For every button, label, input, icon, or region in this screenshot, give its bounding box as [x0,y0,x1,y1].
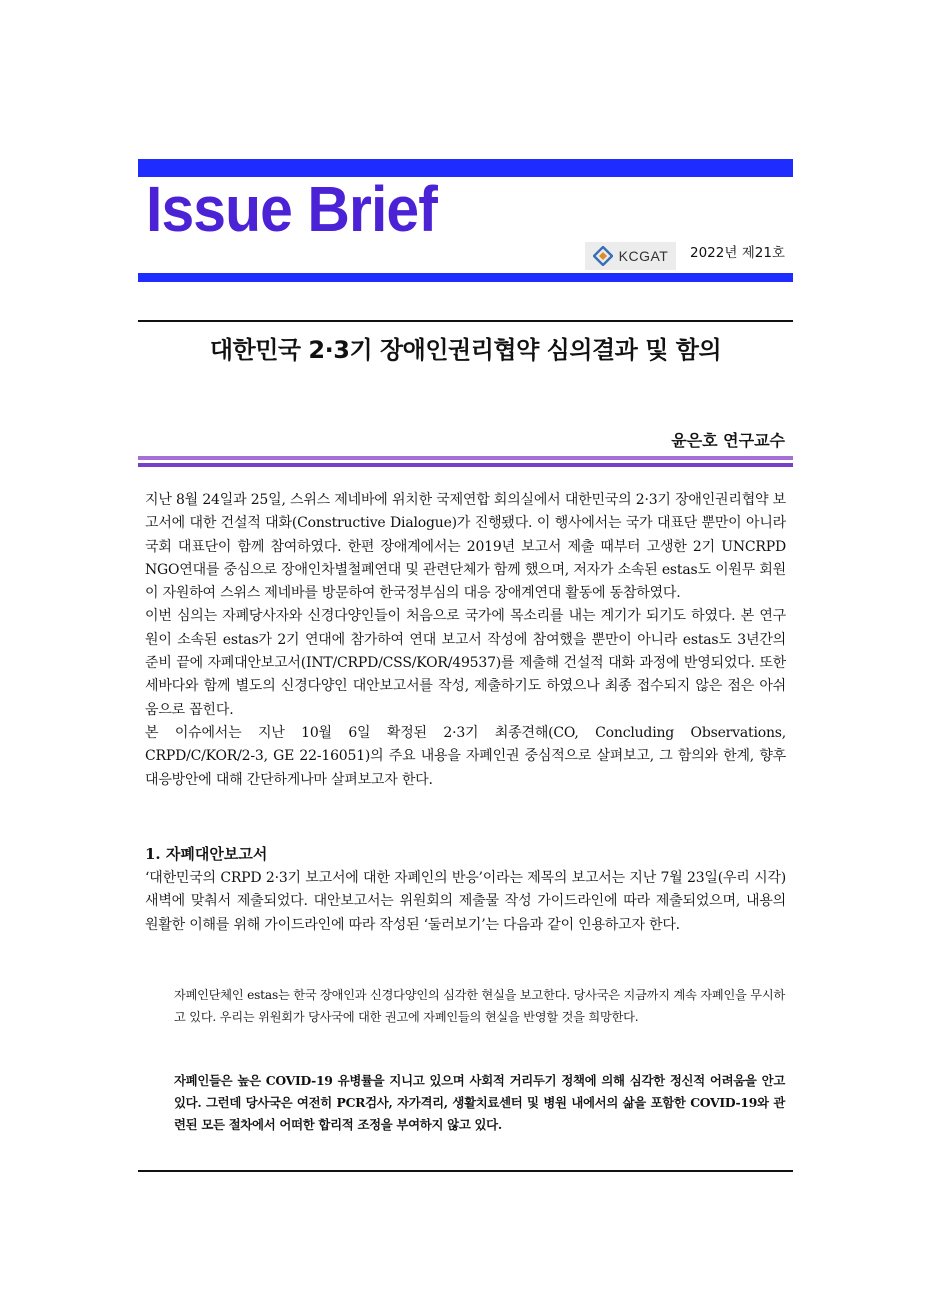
article-title: 대한민국 2·3기 장애인권리협약 심의결과 및 함의 [209,336,722,364]
brand-title: Issue Brief [146,173,437,245]
intro-paragraph: 이번 심의는 자폐당사자와 신경다양인들이 처음으로 국가에 목소리를 내는 계기가 되기도 하였다. 본 연구원이 소속된 estas가 2기 연대에 참가하여 연대 보고서 작성에 참여했을 뿐만이 아니라 estas도 3년간의 준비 끝에 자폐대안보고서(INT/CRPD/CSS/KOR/49537)를 제출해 건설적 대화 과정에 반영되었다. 또한 세바다와 함께 별도의 신경다양인 대안보고서를 작성, 제출하기도 하였으나 최종 접수되지 않은 점은 아쉬움으로 꼽힌다. [145,608,786,718]
footer-rule [138,1170,793,1172]
section-heading: 1. 자폐대안보고서 [145,845,268,863]
author-rule-dark [138,463,793,467]
title-rule [138,320,793,322]
kcgat-logo-icon [593,246,613,266]
issue-number: 2022년 제21호 [690,245,785,261]
summary-quote-2: 자폐인들은 높은 COVID-19 유병률을 지니고 있으며 사회적 거리두기 정책에 의해 심각한 정신적 어려움을 안고 있다. 그런데 당사국은 여전히 PCR검사, 자가격리, 생활치료센터 및 병원 내에서의 삶을 포함한 COVID-19와 관련된 모든 절차에서 어떠한 합리적 조정을 부여하지 않고 있다. [174,1073,785,1132]
intro-paragraph: 본 이슈에서는 지난 10월 6일 확정된 2·3기 최종견해(CO, Concluding Observations, CRPD/C/KOR/2-3, GE 22-16051)의 주요 내용을 자폐인권 중심적으로 살펴보고, 그 함의와 한계, 향후 대응방안에 대해 간단하게나마 살펴보고자 한다. [145,724,786,788]
intro-text [145,489,786,792]
summary-quote-1: 자폐인단체인 estas는 한국 장애인과 신경다양인의 심각한 현실을 보고한다. 당사국은 지금까지 계속 자폐인을 무시하고 있다. 우리는 위원회가 당사국에 대한 권고에 자폐인들의 현실을 반영할 것을 희망한다. [174,988,786,1024]
kcgat-logo [585,242,676,270]
section-body: ‘대한민국의 CRPD 2·3기 보고서에 대한 자폐인의 반응’이라는 제목의 보고서는 지난 7월 23일(우리 시각) 새벽에 맞춰서 제출되었다. 대안보고서는 위원회의 제출물 작성 가이드라인에 따라 제출되었으며, 내용의 원활한 이해를 위해 가이드라인에 따라 작성된 ‘둘러보기’는 다음과 같이 인용하고자 한다. [145,870,786,933]
author-rule-light [138,456,793,460]
intro-paragraph: 지난 8월 24일과 25일, 스위스 제네바에 위치한 국제연합 회의실에서 대한민국의 2·3기 장애인권리협약 보고서에 대한 건설적 대화(Constructive Dialogue)가 진행됐다. 이 행사에서는 국가 대표단 뿐만이 아니라 국회 대표단이 함께 참여하였다. 한편 장애계에서는 2019년 보고서 제출 때부터 고생한 2기 UNCRPD NGO연대를 중심으로 장애인차별철폐연대 및 관련단체가 함께 했으며, 저자가 소속된 estas도 이원무 회원이 자원하여 스위스 제네바를 방문하여 한국정부심의 대응 장애계연대 활동에 동참하였다. [145,492,786,602]
author-name: 윤은호 연구교수 [671,431,785,450]
logo-text: KCGAT [618,248,669,264]
header-bottom-bar [138,273,793,282]
